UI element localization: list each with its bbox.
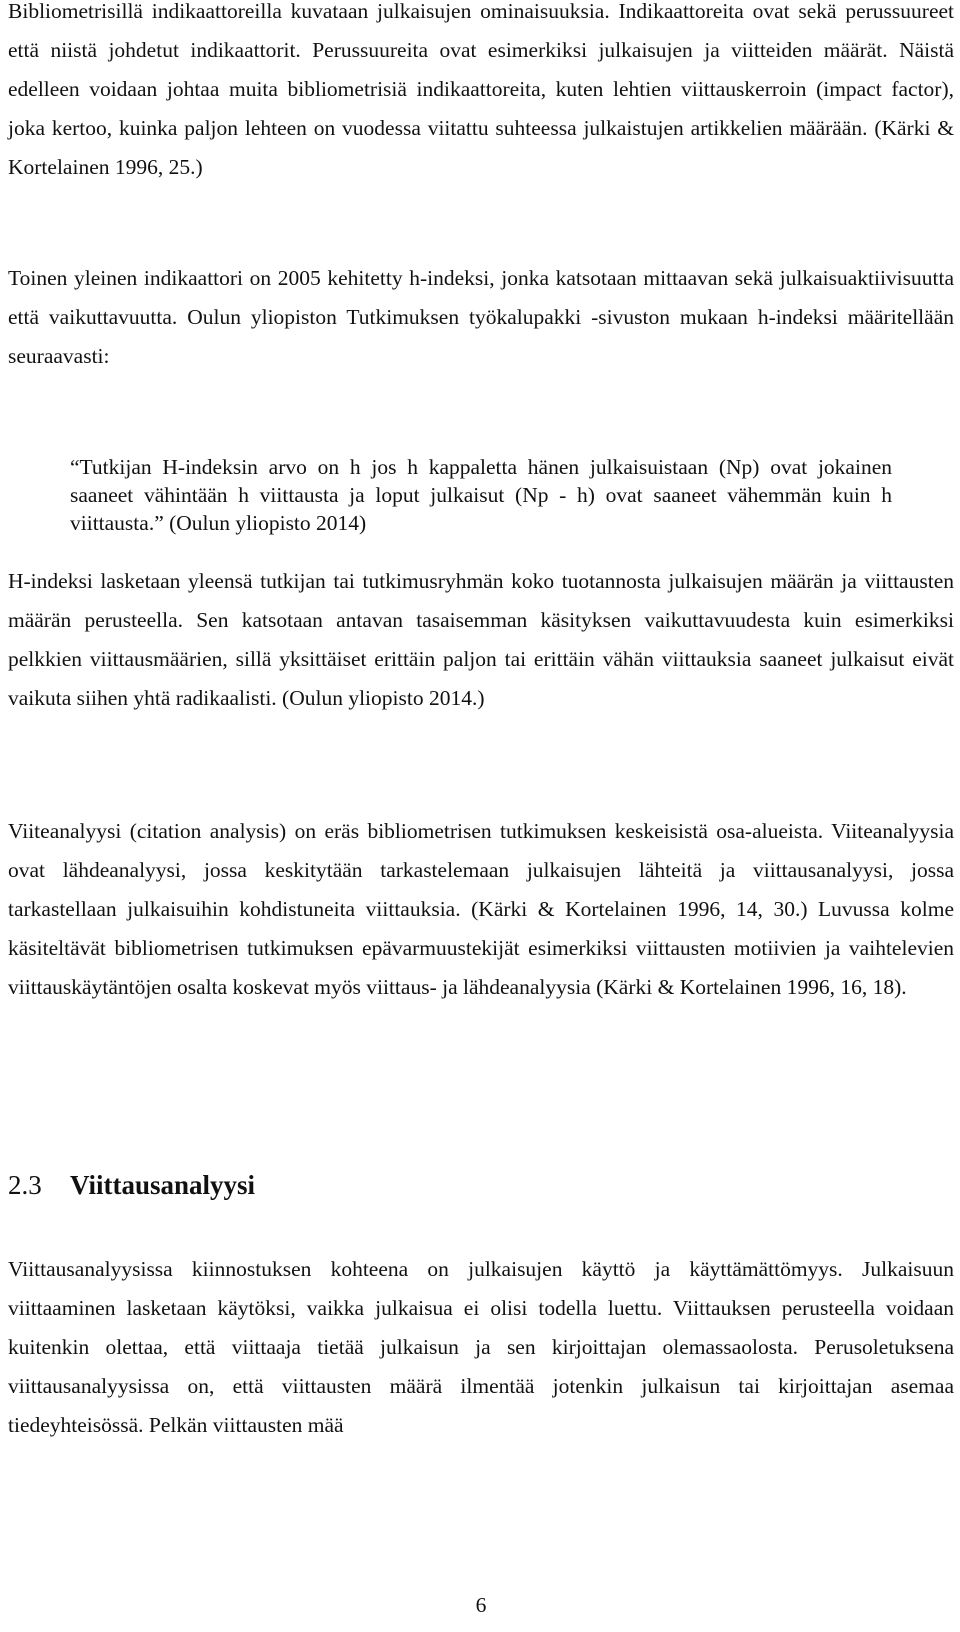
- section-heading: [8, 1167, 255, 1203]
- block-quote-h-index-definition: “Tutkijan H-indeksin arvo on h jos h kappaletta hänen julkaisuistaan (Np) ovat jokainen saaneet vähintään h viittausta ja loput julkaisut (Np - h) ovat saaneet vähemmän kuin h viittausta.” (Oulun yliopisto 2014): [70, 455, 892, 535]
- paragraph-bibliometric-indicators: Bibliometrisillä indikaattoreilla kuvataan julkaisujen ominaisuuksia. Indikaattoreita ovat sekä perussuureet että niistä johdetut indikaattorit. Perussuureita ovat esimerkiksi julkaisujen ja viitteiden määrät. Näistä edelleen voidaan johtaa muita bibliometrisiä indikaattoreita, kuten lehtien viittauskerroin (impact factor), joka kertoo, kuinka paljon lehteen on vuodessa viitattu suhteessa julkaistujen artikkelien määrään. (Kärki & Kortelainen 1996, 25.): [8, 0, 954, 179]
- section-number: 2.3: [8, 1170, 42, 1200]
- page-number: 6: [475, 1593, 487, 1617]
- document-page: [8, 0, 954, 1632]
- paragraph-h-index-intro: Toinen yleinen indikaattori on 2005 kehitetty h-indeksi, jonka katsotaan mittaavan sekä julkaisuaktiivisuutta että vaikuttavuutta. Oulun yliopiston Tutkimuksen työkalupakki -sivuston mukaan h-indeksi määritellään seuraavasti:: [8, 266, 954, 368]
- paragraph-citation-analysis-usage: Viittausanalyysissa kiinnostuksen kohteena on julkaisujen käyttö ja käyttämättömyys. Julkaisuun viittaaminen lasketaan käytöksi, vaikka julkaisua ei olisi todella luettu. Viittauksen perusteella voidaan kuitenkin olettaa, että viittaaja tietää julkaisun ja sen kirjoittajan olemassaolosta. Perusoletuksena viittausanalyysissa on, että viittausten määrä ilmentää jotenkin julkaisun tai kirjoittajan asemaa tiedeyhteisössä. Pelkän viittausten mää: [8, 1257, 954, 1437]
- section-title: Viittausanalyysi: [70, 1170, 256, 1200]
- paragraph-citation-analysis: Viiteanalyysi (citation analysis) on eräs bibliometrisen tutkimuksen keskeisistä osa-alueista. Viiteanalyysia ovat lähdeanalyysi, jossa keskitytään tarkastelemaan julkaisujen lähteitä ja viittausanalyysi, jossa tarkastellaan julkaisuihin kohdistuneita viittauksia. (Kärki & Kortelainen 1996, 14, 30.) Luvussa kolme käsiteltävät bibliometrisen tutkimuksen epävarmuustekijät esimerkiksi viittausten motiivien ja vaihtelevien viittauskäytäntöjen osalta koskevat myös viittaus- ja lähdeanalyysia (Kärki & Kortelainen 1996, 16, 18).: [8, 819, 954, 999]
- paragraph-h-index-calculation: H-indeksi lasketaan yleensä tutkijan tai tutkimusryhmän koko tuotannosta julkaisujen määrän ja viittausten määrän perusteella. Sen katsotaan antavan tasaisemman käsityksen vaikuttavuudesta kuin esimerkiksi pelkkien viittausmäärien, sillä yksittäiset erittäin paljon tai erittäin vähän viittauksia saaneet julkaisut eivät vaikuta siihen yhtä radikaalisti. (Oulun yliopisto 2014.): [8, 569, 954, 710]
